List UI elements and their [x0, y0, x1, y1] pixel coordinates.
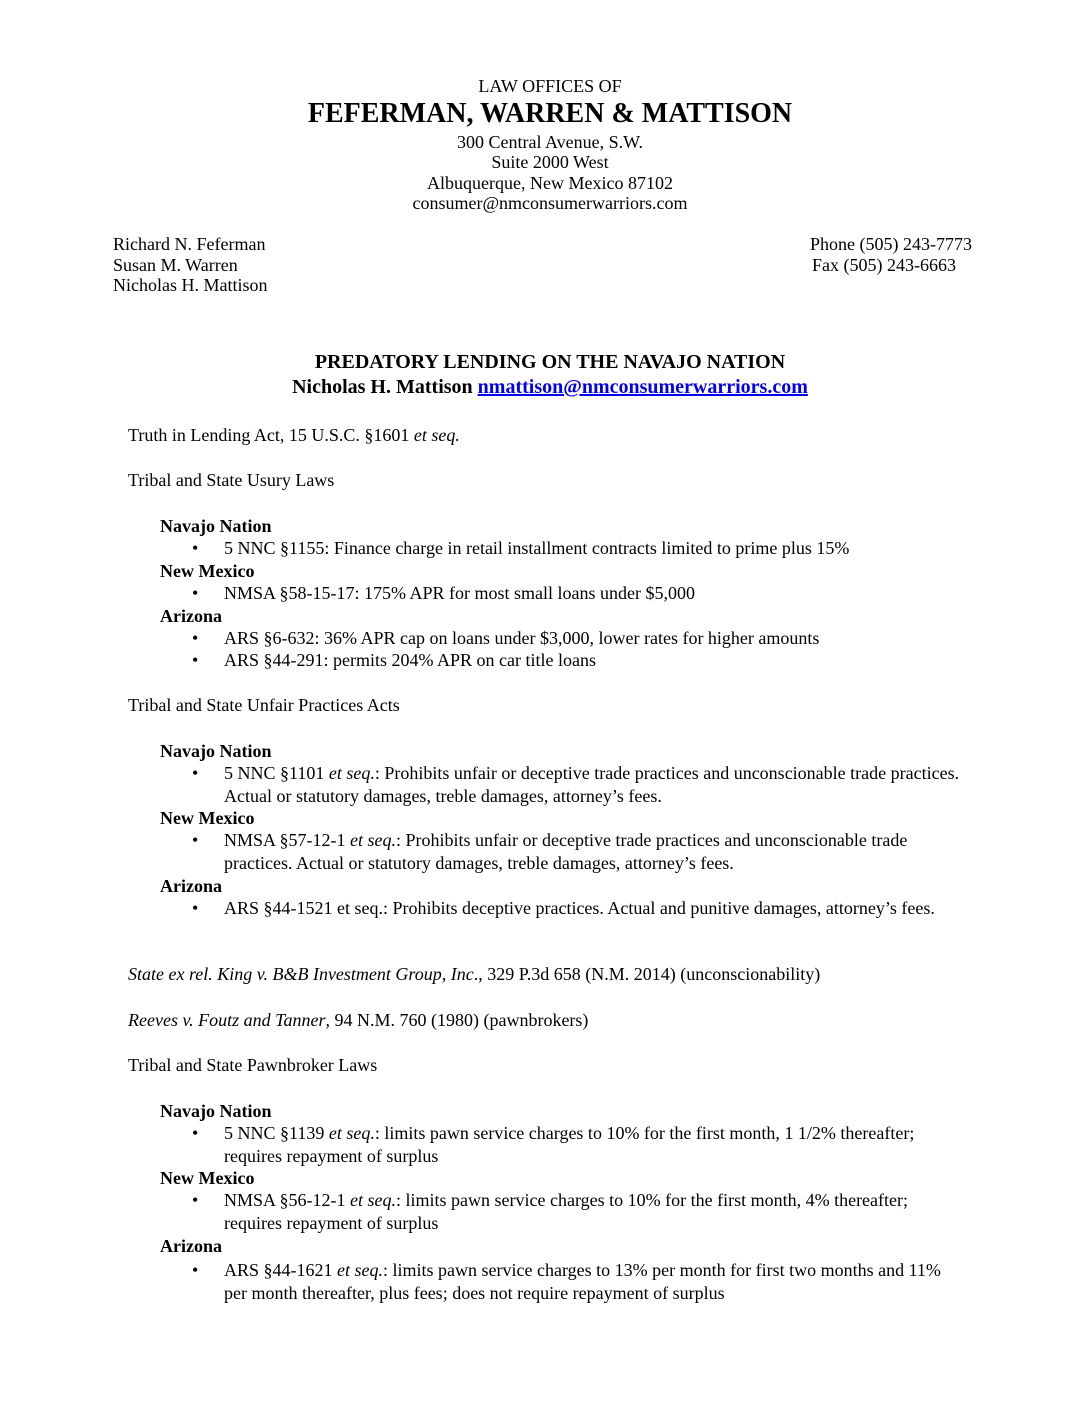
case-citation: State ex rel. King v. B&B Investment Group, Inc., 329 P.3d 658 (N.M. 2014) (unconscionability) [128, 964, 821, 984]
attorney-name: Nicholas H. Mattison [113, 275, 268, 295]
address-line-1: 300 Central Avenue, S.W. [457, 132, 643, 152]
bullet-icon: • [192, 830, 199, 850]
firm-name: FEFERMAN, WARREN & MATTISON [307, 98, 793, 129]
address-line-3: Albuquerque, New Mexico 87102 [427, 173, 673, 193]
jurisdiction-arizona: Arizona [160, 606, 222, 626]
bullet-icon: • [192, 628, 199, 648]
author-line [0, 375, 1088, 399]
bullet-text: 5 NNC §1101 et seq.: Prohibits unfair or deceptive trade practices and unconscionable trade practices. Actual or statutory damages, treble damages, attorney’s fees. [224, 763, 960, 806]
bullet-icon: • [192, 763, 199, 783]
jurisdiction-navajo: Navajo Nation [160, 741, 272, 761]
author-name: Nicholas H. Mattison [292, 376, 473, 398]
jurisdiction-new-mexico: New Mexico [160, 1168, 255, 1188]
document-title: PREDATORY LENDING ON THE NAVAJO NATION [314, 351, 786, 373]
case-citation: Reeves v. Foutz and Tanner, 94 N.M. 760 (1980) (pawnbrokers) [128, 1010, 589, 1030]
bullet-icon: • [192, 583, 199, 603]
tila-reference [128, 424, 460, 446]
bullet-text: ARS §44-291: permits 204% APR on car title loans [224, 650, 596, 670]
bullet-text: ARS §6-632: 36% APR cap on loans under $3,000, lower rates for higher amounts [224, 628, 820, 648]
attorney-name: Richard N. Feferman [113, 234, 266, 254]
jurisdiction-navajo: Navajo Nation [160, 516, 272, 536]
tila-text: Truth in Lending Act, 15 U.S.C. §1601 [128, 425, 414, 445]
et-seq: et seq. [413, 425, 460, 445]
bullet-text: ARS §44-1621 et seq.: limits pawn service charges to 13% per month for first two months and 11% per month thereafter, plus fees; does not require repayment of surplus [224, 1260, 941, 1303]
bullet-text: ARS §44-1521 et seq.: Prohibits deceptive practices. Actual and punitive damages, attorney’s fees. [224, 898, 935, 918]
bullet-text: NMSA §56-12-1 et seq.: limits pawn service charges to 10% for the first month, 4% thereafter; requires repayment of surplus [224, 1190, 909, 1233]
section-heading-unfair-practices: Tribal and State Unfair Practices Acts [128, 695, 400, 715]
bullet-icon: • [192, 898, 199, 918]
fax-number: Fax (505) 243-6663 [812, 255, 956, 275]
bullet-text: NMSA §58-15-17: 175% APR for most small loans under $5,000 [224, 583, 695, 603]
bullet-icon: • [192, 1190, 199, 1210]
jurisdiction-navajo: Navajo Nation [160, 1101, 272, 1121]
author-email-link[interactable]: nmattison@nmconsumerwarriors.com [477, 376, 808, 398]
bullet-text: 5 NNC §1139 et seq.: limits pawn service charges to 10% for the first month, 1 1/2% thereafter; requires repayment of surplus [224, 1123, 915, 1166]
law-offices-label: LAW OFFICES OF [478, 76, 622, 96]
bullet-icon: • [192, 650, 199, 670]
firm-email: consumer@nmconsumerwarriors.com [412, 193, 688, 213]
phone-number: Phone (505) 243-7773 [810, 234, 972, 254]
bullet-icon: • [192, 1123, 199, 1143]
section-heading-pawnbroker: Tribal and State Pawnbroker Laws [128, 1055, 378, 1075]
bullet-icon: • [192, 1260, 199, 1280]
bullet-text: 5 NNC §1155: Finance charge in retail installment contracts limited to prime plus 15% [224, 538, 850, 558]
bullet-icon: • [192, 538, 199, 558]
attorney-name: Susan M. Warren [113, 255, 238, 275]
section-heading-usury: Tribal and State Usury Laws [128, 470, 335, 490]
jurisdiction-arizona: Arizona [160, 876, 222, 896]
jurisdiction-arizona: Arizona [160, 1236, 222, 1256]
bullet-text: NMSA §57-12-1 et seq.: Prohibits unfair or deceptive trade practices and unconscionable trade practices. Actual or statutory damages, treble damages, attorney’s fees. [224, 830, 908, 873]
jurisdiction-new-mexico: New Mexico [160, 561, 255, 581]
jurisdiction-new-mexico: New Mexico [160, 808, 255, 828]
address-line-2: Suite 2000 West [491, 152, 609, 172]
